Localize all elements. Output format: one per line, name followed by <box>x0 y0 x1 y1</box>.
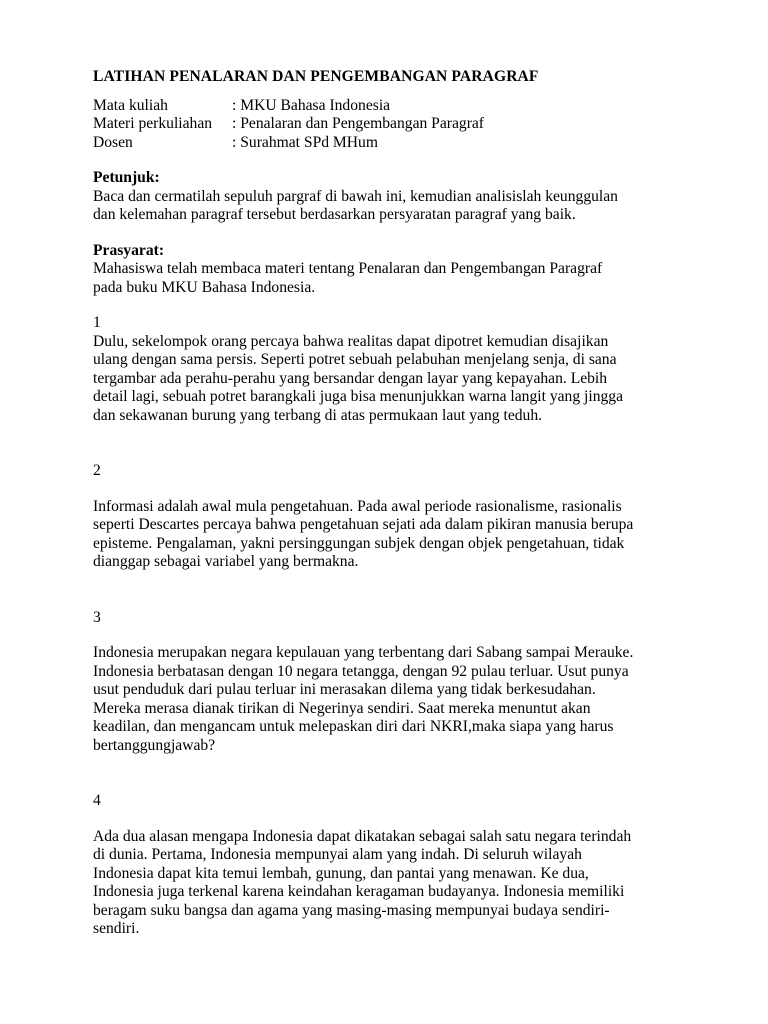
meta-row-lecturer <box>93 134 693 153</box>
prasyarat-line: pada buku MKU Bahasa Indonesia. <box>93 278 316 296</box>
paragraph-line: Informasi adalah awal mula pengetahuan. Pada awal periode rasionalisme, rasionalis <box>93 497 622 515</box>
meta-label: Materi perkuliahan <box>93 115 213 132</box>
paragraph-line: Indonesia dapat kita temui lembah, gunung, dan pantai yang menawan. Ke dua, <box>93 864 589 882</box>
paragraph-line: Indonesia merupakan negara kepulauan yang terbentang dari Sabang sampai Merauke. <box>93 644 634 661</box>
meta-label: Dosen <box>93 133 133 151</box>
paragraph-item-3 <box>93 609 693 756</box>
meta-value: : Penalaran dan Pengembangan Paragraf <box>232 115 484 132</box>
paragraph-number: 1 <box>93 314 101 331</box>
paragraph-line: detail lagi, sebuah potret barangkali juga bisa menunjukkan warna langit yang jingga <box>93 388 624 405</box>
meta-row-material <box>93 115 693 134</box>
paragraph-line: ulang dengan sama persis. Seperti potret sebuah pelabuhan menjelang senja, di sana <box>93 351 617 368</box>
paragraph-line: beragam suku bangsa dan agama yang masing-masing mempunyai budaya sendiri- <box>93 901 610 919</box>
prasyarat-heading: Prasyarat: <box>93 241 165 259</box>
petunjuk-section <box>93 169 693 225</box>
paragraph-line: seperti Descartes percaya bahwa pengetahuan sejati ada dalam pikiran manusia berupa <box>93 516 634 533</box>
paragraph-item-2 <box>93 462 693 572</box>
paragraph-line: Indonesia juga terkenal karena keindahan keragaman budayanya. Indonesia memiliki <box>93 883 625 900</box>
paragraph-item-4 <box>93 792 693 939</box>
paragraph-number: 3 <box>93 608 101 626</box>
paragraph-line: di dunia. Pertama, Indonesia mempunyai alam yang indah. Di seluruh wilayah <box>93 846 582 863</box>
meta-value: : Surahmat SPd MHum <box>232 133 378 151</box>
paragraph-line: dianggap sebagai variabel yang bermakna. <box>93 553 359 570</box>
paragraph-number: 4 <box>93 792 101 809</box>
meta-label: Mata kuliah <box>93 96 168 114</box>
petunjuk-heading: Petunjuk: <box>93 169 160 186</box>
paragraph-number: 2 <box>93 462 101 479</box>
paragraph-line: usut penduduk dari pulau terluar ini merasakan dilema yang tidak berkesudahan. <box>93 681 596 698</box>
prasyarat-section <box>93 242 693 298</box>
prasyarat-line: Mahasiswa telah membaca materi tentang Penalaran dan Pengembangan Paragraf <box>93 260 603 277</box>
petunjuk-line: dan kelemahan paragraf tersebut berdasarkan persyaratan paragraf yang baik. <box>93 206 576 223</box>
document-title: LATIHAN PENALARAN DAN PENGEMBANGAN PARAGRAF <box>93 68 539 85</box>
paragraph-line: episteme. Pengalaman, yakni persinggungan subjek dengan objek pengetahuan, tidak <box>93 534 625 552</box>
paragraph-line: Dulu, sekelompok orang percaya bahwa realitas dapat dipotret kemudian disajikan <box>93 332 609 350</box>
meta-block <box>93 97 693 153</box>
paragraph-line: sendiri. <box>93 920 140 937</box>
meta-value: : MKU Bahasa Indonesia <box>232 96 391 114</box>
document-page <box>93 68 693 939</box>
paragraph-line: bertanggungjawab? <box>93 736 216 754</box>
meta-row-course <box>93 97 693 116</box>
paragraph-line: tergambar ada perahu-perahu yang bersandar dengan layar yang kepayahan. Lebih <box>93 369 608 387</box>
paragraph-item-1 <box>93 314 693 425</box>
paragraph-line: keadilan, dan mengancam untuk melepaskan diri dari NKRI,maka siapa yang harus <box>93 718 614 735</box>
paragraph-line: dan sekawanan burung yang terbang di atas permukaan laut yang teduh. <box>93 406 543 424</box>
paragraph-line: Mereka merasa dianak tirikan di Negerinya sendiri. Saat mereka menuntut akan <box>93 699 591 717</box>
paragraph-line: Ada dua alasan mengapa Indonesia dapat dikatakan sebagai salah satu negara terindah <box>93 827 632 845</box>
paragraph-line: Indonesia berbatasan dengan 10 negara tetangga, dengan 92 pulau terluar. Usut punya <box>93 662 629 680</box>
petunjuk-line: Baca dan cermatilah sepuluh pargraf di bawah ini, kemudian analisislah keunggulan <box>93 187 618 205</box>
